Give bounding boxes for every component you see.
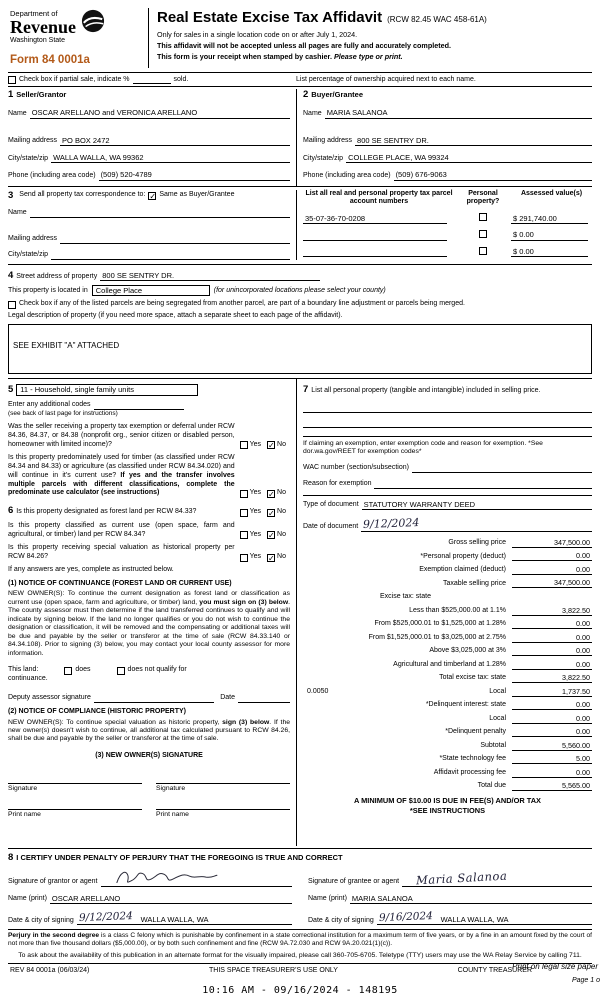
q6-1-text: 6 Is this property designated as forest land per RCW 84.33?: [8, 505, 197, 516]
total-excise-state-value: 3,822.50: [512, 673, 592, 683]
seller-phone-label: Phone (including area code): [8, 171, 96, 179]
form-title: Real Estate Excise Tax Affidavit: [157, 9, 383, 26]
deputy-assessor-label: Deputy assessor signature: [8, 694, 91, 701]
subtotal-value: 5,560.00: [512, 741, 592, 751]
parcel-number-input-2[interactable]: [303, 232, 447, 241]
land-does-not-checkbox[interactable]: [117, 667, 125, 675]
wac-label: WAC number (section/subsection): [303, 463, 409, 471]
parcel-number-input-1[interactable]: 35-07-36-70-0208: [303, 214, 447, 224]
ownership-note: List percentage of ownership acquired next to each name.: [296, 75, 476, 83]
street-address-input[interactable]: 800 SE SENTRY DR.: [100, 271, 320, 281]
partial-sale-checkbox[interactable]: [8, 76, 16, 84]
if-any-note: If any answers are yes, complete as instructed below.: [8, 565, 174, 573]
corr-mailing-label: Mailing address: [8, 234, 58, 242]
new-owner-signature-input-2[interactable]: [156, 773, 290, 784]
partial-sale-row: [8, 76, 592, 87]
seller-mailing-input[interactable]: PO BOX 2472: [60, 136, 290, 146]
right-column: [296, 379, 592, 846]
corr-name-input[interactable]: [30, 209, 290, 218]
doc-type-label: Type of document: [303, 501, 359, 509]
same-as-buyer-label: Same as Buyer/Grantee: [159, 191, 235, 199]
left-column: [8, 379, 296, 846]
continuance-heading: (1) NOTICE OF CONTINUANCE (FOREST LAND OR CURRENT USE): [8, 579, 232, 587]
cashier-stamp: 10:16 AM - 09/16/2024 - 148195: [202, 984, 398, 996]
parcel-col-header: List all real and personal property tax parcel account numbers: [305, 189, 453, 206]
rcw-reference: (RCW 82.45 WAC 458-61A): [387, 15, 487, 24]
compliance-heading: (2) NOTICE OF COMPLIANCE (HISTORIC PROPERTY): [8, 707, 186, 715]
header-note-1: Only for sales in a single location code on or after July 1, 2024.: [157, 29, 358, 39]
grantor-date-handwritten: 9/12/2024: [78, 910, 133, 925]
grantor-signature-block: [8, 864, 292, 926]
q6-1-yes-no: Yes ✓ No: [240, 508, 290, 517]
land-does-checkbox[interactable]: [64, 667, 72, 675]
footer-row: [8, 963, 592, 976]
q6-1-no-checkbox[interactable]: [267, 509, 275, 517]
q5-2-yes-no: Yes ✓ No: [240, 489, 290, 498]
corr-mailing-input[interactable]: [60, 235, 290, 244]
local-rate: 0.0050: [307, 687, 329, 695]
assessed-value-input-1[interactable]: $ 291,740.00: [511, 214, 588, 224]
check-icon: ✓: [149, 191, 157, 201]
personal-property-deduct-value: 0.00: [512, 551, 592, 561]
correspondence-label: Send all property tax correspondence to:: [19, 191, 146, 199]
q5-1-no-checkbox[interactable]: [267, 441, 275, 449]
dept-of-label: Department of: [10, 9, 58, 18]
assessed-value-input-3[interactable]: $ 0.00: [511, 247, 588, 257]
new-owner-printname-input-2[interactable]: [156, 799, 290, 810]
header-note-3: This form is your receipt when stamped by cashier. Please type or print.: [157, 51, 403, 61]
q5-2-no-checkbox[interactable]: [267, 490, 275, 498]
see-back-note: (see back of last page for instructions): [8, 409, 118, 417]
corr-name-label: Name: [8, 208, 27, 216]
q6-1-yes-checkbox[interactable]: [240, 509, 248, 517]
section4-number: 4: [8, 269, 14, 281]
grantor-signature-input[interactable]: [101, 873, 292, 887]
buyer-name-input[interactable]: MARIA SALANOA: [325, 108, 592, 118]
treasurer-space-label: THIS SPACE TREASURER'S USE ONLY: [209, 967, 338, 975]
buyer-mailing-input[interactable]: 800 SE SENTRY DR.: [355, 136, 592, 146]
seller-name-value: OSCAR ARELLANO and VERONICA ARELLANO: [31, 108, 198, 118]
county-treasurer-label: COUNTY TREASURER: [457, 967, 532, 975]
delinquent-interest-state-value: 0.00: [512, 700, 592, 710]
new-owner-printname-row: Print name Print name: [8, 799, 290, 819]
gross-selling-price-value: 347,500.00: [512, 538, 592, 548]
assessed-col-header: Assessed value(s): [520, 189, 583, 197]
personal-property-checkbox-2[interactable]: [479, 230, 487, 238]
q6-3-text: Is this property receiving special valuation as historical property per RCW 84.26?: [8, 544, 235, 561]
buyer-mailing-label: Mailing address: [303, 137, 353, 145]
state-label: Washington State: [10, 37, 65, 45]
q5-2-text: Is this property predominately used for timber (as classified under RCW 84.34 and 84.33) or agriculture (as classified under RCW 84.34.020) and will continue in it's current use? If yes and the transfer involves multiple parcels with different classifications, complete the predominate use calculator (see instructions): [8, 454, 235, 497]
section-seller: [8, 89, 296, 185]
partial-sale-label: Check box if partial sale, indicate %: [19, 75, 130, 83]
additional-codes-input[interactable]: [94, 401, 184, 410]
check-icon: ✓: [268, 531, 275, 540]
continuance-paragraph: NEW OWNER(S): To continue the current designation as forest land or classification as current use (open space, farm and agriculture, or timber) land, you must sign on (3) below. The county assessor must then determine if the land transferred continues to qualify and will indicate by signing below. If the land no longer qualifies or you do not wish to continue the designation or classification, it will be removed and the compensating or additional taxes will be due and payable by the seller or transferor at the time of sale (RCW 84.33.140 or 84.34.108). Prior to signing (3) below, you may contact your local county assessor for more information.: [8, 590, 290, 657]
this-land-label: This land:: [8, 666, 39, 674]
same-as-buyer-checkbox[interactable]: [148, 192, 156, 200]
tier2-tax-value: 0.00: [512, 619, 592, 629]
form-number: Form 84 0001a: [10, 54, 90, 67]
personal-col-header: Personal property?: [466, 189, 500, 206]
reason-input[interactable]: [374, 480, 592, 489]
tier3-tax-value: 0.00: [512, 633, 592, 643]
affidavit-processing-fee-value: 0.00: [512, 768, 592, 778]
buyer-phone-input[interactable]: (509) 676-9063: [394, 170, 592, 180]
corr-city-input[interactable]: [51, 251, 290, 260]
rev-number: REV 84 0001a (06/03/24): [10, 967, 90, 975]
buyer-phone-label: Phone (including area code): [303, 171, 391, 179]
new-owner-signature-input-1[interactable]: [8, 773, 142, 784]
grantor-name-input[interactable]: OSCAR ARELLANO: [50, 894, 292, 904]
delinquent-interest-local-value: 0.00: [512, 714, 592, 724]
main-columns: [8, 378, 592, 846]
personal-property-intro: List all personal property (tangible and intangible) included in selling price.: [311, 386, 541, 394]
print-size-note: Print on legal size paper: [512, 962, 598, 971]
deputy-assessor-signature-input[interactable]: [94, 694, 214, 703]
seller-name-input[interactable]: [30, 108, 290, 118]
corr-city-label: City/state/zip: [8, 250, 49, 258]
certification-section: [8, 848, 592, 925]
q6-3-yes-no: Yes ✓ No: [240, 553, 290, 562]
continuance-word: continuance.: [8, 675, 48, 682]
correspondence-block: [8, 190, 296, 260]
buyer-name-label: Name: [303, 109, 322, 117]
state-technology-fee-value: 5.00: [512, 754, 592, 764]
grantor-date-city-label: Date & city of signing: [8, 916, 74, 924]
parcel-table: [296, 190, 592, 260]
section3-number: 3: [8, 189, 14, 201]
segregated-checkbox[interactable]: [8, 301, 16, 309]
q6-2-text: Is this property classified as current use (open space, farm and agricultural, or timber) land per RCW 84.34?: [8, 521, 235, 538]
doc-date-input[interactable]: [361, 517, 592, 532]
personal-property-checkbox-1[interactable]: [479, 213, 487, 221]
parties-section: [8, 86, 592, 185]
deputy-date-label: Date: [220, 694, 235, 701]
section-buyer: [296, 89, 592, 185]
delinquent-penalty-value: 0.00: [512, 727, 592, 737]
q5-1-yes-no: Yes ✓ No: [240, 441, 290, 450]
seller-city-label: City/state/zip: [8, 154, 49, 162]
grantor-name-print-label: Name (print): [8, 895, 47, 903]
section8-number: 8: [8, 851, 14, 863]
section1-number: 1: [8, 89, 14, 101]
grantee-signature-input[interactable]: [402, 868, 592, 888]
grantee-date-handwritten: 9/16/2024: [378, 910, 433, 925]
q6-3-no-checkbox[interactable]: [267, 554, 275, 562]
personal-property-input-1[interactable]: [303, 402, 592, 413]
personal-property-input-2[interactable]: [303, 417, 592, 428]
deputy-date-input[interactable]: [238, 694, 290, 703]
located-note: (for unincorporated locations please select your county): [213, 286, 386, 294]
excise-tax-state-header: Excise tax: state: [380, 593, 431, 601]
parcel-row: [303, 247, 592, 258]
grantee-sig-label: Signature of grantee or agent: [308, 878, 400, 885]
reason-label: Reason for exemption: [303, 479, 372, 487]
check-icon: ✓: [268, 489, 275, 499]
wac-input[interactable]: [412, 464, 592, 473]
check-icon: ✓: [268, 440, 275, 450]
alt-format-notice: To ask about the availability of this publication in an alternate format for the visually impaired, please call 360-705-6705. Teletype (TTY) users may use the WA Relay Service by calling 711.: [18, 951, 582, 959]
form-header: [8, 8, 592, 73]
doc-date-handwritten: 9/12/2024: [363, 516, 420, 532]
segregated-label: Check box if any of the listed parcels are being segregated from another parcel, are part of a boundary line adjustment or parcels being merged.: [19, 300, 465, 308]
q6-3-yes-checkbox[interactable]: [240, 554, 248, 562]
partial-sale-sold-label: sold.: [173, 75, 189, 83]
taxable-selling-price-value: 347,500.00: [512, 578, 592, 588]
grantor-signature-scribble: [111, 868, 221, 888]
new-owners-signature-heading: (3) NEW OWNER(S) SIGNATURE: [95, 751, 203, 759]
q6-2-yes-no: Yes ✓ No: [240, 531, 290, 540]
doc-date-label: Date of document: [303, 523, 359, 531]
section1-title: Seller/Grantor: [16, 90, 67, 100]
dor-logo-block: [8, 8, 148, 68]
section-correspondence: [8, 186, 592, 260]
partial-sale-percent-input[interactable]: [133, 76, 171, 84]
seller-phone-input[interactable]: (509) 520-4789: [99, 170, 290, 180]
grantor-sig-label: Signature of grantor or agent: [8, 878, 98, 885]
title-block: [148, 8, 592, 68]
location-select[interactable]: College Place: [92, 285, 210, 296]
section2-number: 2: [303, 89, 309, 101]
street-address-label: Street address of property: [16, 272, 98, 280]
parcel-row: [303, 230, 592, 241]
new-owner-signature-row: Signature Signature: [8, 773, 290, 793]
new-owner-printname-input-1[interactable]: [8, 799, 142, 810]
form-footer: [8, 929, 592, 997]
total-due-value: 5,565.00: [512, 781, 592, 791]
buyer-city-input[interactable]: COLLEGE PLACE, WA 99324: [346, 153, 592, 163]
grantee-date-city-label: Date & city of signing: [308, 916, 374, 924]
doc-type-input[interactable]: STATUTORY WARRANTY DEED: [362, 500, 592, 510]
perjury-notice: Perjury in the second degree is a class C felony which is punishable by confinement in a state correctional institution for a maximum term of five years, or by a fine in an amount fixed by the court of not more than five thousand dollars ($5,000.00), or by both such confinement and fine (RCW 9A.72.030 and RCW 9A.20.021(1)(c)).: [8, 932, 593, 948]
buyer-city-label: City/state/zip: [303, 154, 344, 162]
land-qualify-row: This land: does does not qualify for: [8, 666, 187, 674]
check-icon: ✓: [268, 508, 275, 518]
personal-property-checkbox-3[interactable]: [479, 247, 487, 255]
agency-name: Revenue: [10, 17, 76, 38]
assessed-value-input-2[interactable]: $ 0.00: [511, 230, 588, 240]
legal-description-label: Legal description of property (if you need more space, attach a separate sheet to each page of the affidavit).: [8, 312, 343, 320]
certify-statement: I CERTIFY UNDER PENALTY OF PERJURY THAT THE FOREGOING IS TRUE AND CORRECT: [16, 852, 343, 862]
local-tax-value: 1,737.50: [512, 687, 592, 697]
grantee-signature-handwritten: Maria Salanoa: [415, 868, 508, 888]
legal-description-value: SEE EXHIBIT "A" ATTACHED: [13, 340, 120, 350]
agricultural-tax-value: 0.00: [512, 660, 592, 670]
exemption-note: If claiming an exemption, enter exemption code and reason for exemption. *See dor.wa.gov/REET for exemption codes*: [303, 436, 592, 457]
tax-computation: Gross selling price 347,500.00 *Personal property (deduct) 0.00 Exemption claimed (deduct) 0.00 Taxable selling price 347,500.00 Excise tax: state Less than $525,000.00 at 1.1% 3,822.50 From $525,000.01 to $1,525,000 at 1.28% 0.00 From $1,525,000.01 to $3,025,000 at 2.75% 0.00 Above $3,025,000 at 3% 0.00 Agricultural and timberland at 1.28% 0.00 Total excise tax: state 3,822.50 0.0050 Local 1,737.50 *Delinquent interest: state 0.00 Local 0.00 *Delinquent penalty 0.00 Subtotal 5,560.00 *State technology fee 5.00 Affidavit processing fee 0.00 Total due 5,565.00: [303, 538, 592, 791]
q6-2-yes-checkbox[interactable]: [240, 531, 248, 539]
seller-city-input[interactable]: WALLA WALLA, WA 99362: [51, 153, 290, 163]
parcel-number-input-3[interactable]: [303, 248, 447, 257]
exemption-claimed-value: 0.00: [512, 565, 592, 575]
grantee-signature-block: [308, 864, 592, 926]
dor-logo-icon: [81, 9, 105, 33]
minimum-due-note: A MINIMUM OF $10.00 IS DUE IN FEE(S) AND/OR TAX: [354, 796, 541, 806]
grantor-date-city-input[interactable]: 9/12/2024 WALLA WALLA, WA: [77, 911, 292, 925]
property-use-code-select[interactable]: 11 - Household, single family units: [16, 384, 198, 396]
tier4-tax-value: 0.00: [512, 646, 592, 656]
additional-codes-label: Enter any additional codes: [8, 401, 91, 409]
seller-name-label: Name: [8, 109, 27, 117]
parcel-row: [303, 213, 592, 224]
check-icon: ✓: [268, 553, 275, 563]
section7-number: 7: [303, 383, 309, 395]
see-instructions-note: *SEE INSTRUCTIONS: [409, 806, 486, 816]
compliance-paragraph: NEW OWNER(S): To continue special valuation as historic property, sign (3) below. If the new owner(s) doesn't wish to continue, all additional tax calculated pursuant to RCW 84.26, shall be due and payable by the seller or transferor at the time of sale.: [8, 718, 290, 743]
section-property: [8, 264, 592, 374]
seller-mailing-label: Mailing address: [8, 137, 58, 145]
q5-1-yes-checkbox[interactable]: [240, 441, 248, 449]
q6-2-no-checkbox[interactable]: [267, 531, 275, 539]
legal-description-input[interactable]: [8, 324, 592, 374]
section2-title: Buyer/Grantee: [311, 90, 363, 100]
section5-number: 5: [8, 383, 14, 395]
header-note-2: This affidavit will not be accepted unless all pages are fully and accurately completed.: [157, 40, 451, 50]
grantee-date-city-input[interactable]: 9/16/2024 WALLA WALLA, WA: [377, 911, 592, 925]
grantee-name-input[interactable]: MARIA SALANOA: [350, 894, 592, 904]
tier1-tax-value: 3,822.50: [512, 606, 592, 616]
q5-1-text: Was the seller receiving a property tax exemption or deferral under RCW 84.36, 84.37, or 84.38 (nonprofit org., senior citizen or disabled person, homeowner with limited income)?: [8, 423, 235, 448]
q5-2-yes-checkbox[interactable]: [240, 490, 248, 498]
page-number-note: Page 1 o: [571, 977, 600, 985]
located-in-label: This property is located in: [8, 286, 88, 294]
grantee-name-print-label: Name (print): [308, 895, 347, 903]
